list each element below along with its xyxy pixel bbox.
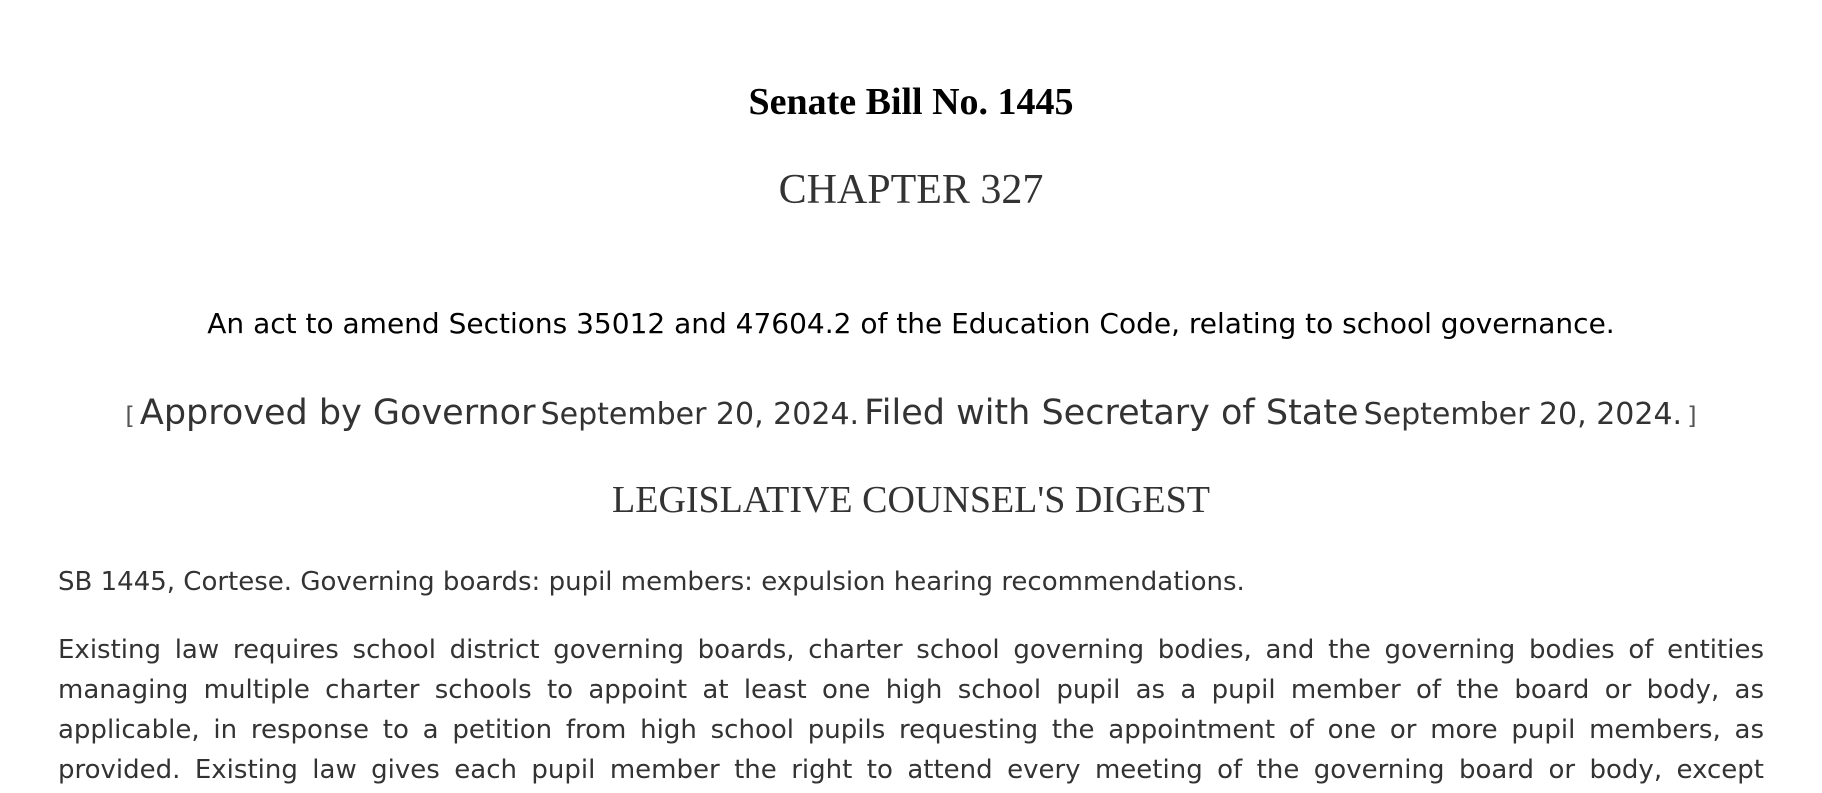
approval-close-bracket: ] [1687,402,1697,430]
digest-paragraph-line: Existing law requires school district governing boards, charter school governing bodies, and the governing bodies of entities [58,635,1764,665]
act-description: An act to amend Sections 35012 and 47604.2 of the Education Code, relating to school governance. [207,307,1615,340]
digest-paragraph-line: provided. Existing law gives each pupil member the right to attend every meeting of the governing board or body, except [58,755,1764,785]
approved-by-governor-label: Approved by Governor [139,393,536,433]
filed-date: September 20, 2024. [1363,397,1683,432]
digest-paragraph-line: applicable, in response to a petition from high school pupils requesting the appointment of one or more pupil members, as [58,715,1764,745]
chapter-number: CHAPTER 327 [778,167,1044,213]
approval-line [0,388,1822,444]
approved-date: September 20, 2024. [540,397,860,432]
approval-open-bracket: [ [125,402,135,430]
digest-paragraph [58,630,1764,790]
digest-paragraph-line: managing multiple charter schools to appoint at least one high school pupil as a pupil member of the board or body, as [58,675,1764,705]
bill-title: Senate Bill No. 1445 [748,81,1074,123]
digest-heading: LEGISLATIVE COUNSEL'S DIGEST [612,479,1210,521]
digest-summary: SB 1445, Cortese. Governing boards: pupil members: expulsion hearing recommendations. [58,567,1245,597]
filed-with-secretary-label: Filed with Secretary of State [864,393,1359,433]
